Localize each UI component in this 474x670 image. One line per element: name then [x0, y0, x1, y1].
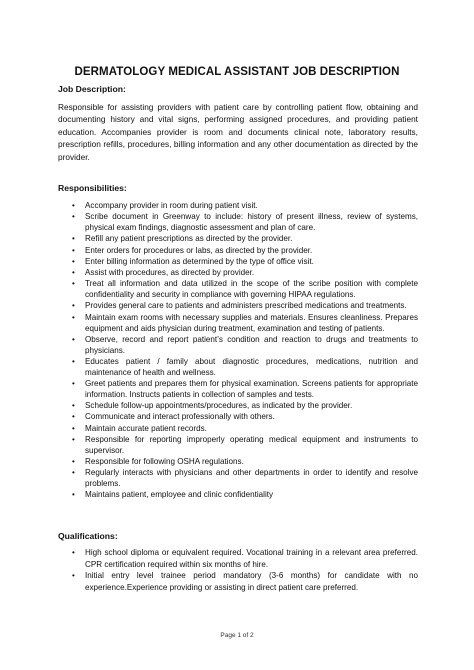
list-item	[58, 300, 418, 311]
list-item	[58, 378, 418, 400]
list-item-text: Regularly interacts with physicians and other departments in order to identify and resolve problems.	[85, 468, 418, 489]
bullet-icon: •	[72, 267, 75, 277]
bullet-icon: •	[72, 401, 75, 411]
list-item	[58, 267, 418, 278]
list-item	[58, 547, 418, 570]
list-item	[58, 423, 418, 434]
page-footer: Page 1 of 2	[220, 632, 254, 639]
bullet-icon: •	[72, 571, 75, 581]
list-item-text: Refill any patient prescriptions as directed by the provider.	[85, 234, 293, 244]
list-item-text: Assist with procedures, as directed by provider.	[85, 267, 255, 277]
bullet-icon: •	[72, 245, 75, 255]
bullet-icon: •	[72, 356, 75, 366]
list-item	[58, 434, 418, 456]
list-item	[58, 400, 418, 411]
list-item-text: Maintain exam rooms with necessary supplies and materials. Ensures cleanliness. Prepares equipment and aids physician during treatment, examination and testing of patients.	[85, 312, 418, 333]
list-item	[58, 278, 418, 300]
list-item-text: Educates patient / family about diagnostic procedures, medications, nutrition and maintenance of health and wellness.	[85, 356, 418, 377]
bullet-icon: •	[72, 312, 75, 322]
list-item-text: Treat all information and data utilized in the scope of the scribe position with complete confidentiality and security in compliance with governing HIPAA regulations.	[85, 279, 418, 300]
list-item-text: Responsible for reporting improperly operating medical equipment and instruments to supervisor.	[85, 434, 418, 455]
list-item-text: Maintain accurate patient records.	[85, 423, 207, 433]
list-item-text: Enter orders for procedures or labs, as directed by the provider.	[85, 245, 313, 255]
list-item-text: Provides general care to patients and administers prescribed medications and treatments.	[85, 301, 407, 311]
list-item-text: Schedule follow-up appointments/procedures, as indicated by the provider.	[85, 401, 353, 411]
list-item-text: Greet patients and prepares them for physical examination. Screens patients for appropriate information. Instructs patients in collection of samples and tests.	[85, 379, 418, 400]
qualifications-list	[58, 547, 418, 594]
list-item	[58, 456, 418, 467]
qualifications-heading: Qualifications:	[58, 531, 118, 541]
list-item	[58, 489, 418, 500]
bullet-icon: •	[72, 434, 75, 444]
list-item-text: Scribe document in Greenway to include: history of present illness, review of systems, physical exam findings, diagnostic assessment and plan of care.	[85, 212, 418, 233]
bullet-icon: •	[72, 279, 75, 289]
job-description-heading: Job Description:	[58, 84, 126, 94]
job-description-text: Responsible for assisting providers with patient care by controlling patient flow, obtaining and documenting history and vital signs, performing assigned procedures, and providing patient education. Accompanies provider is room and documents clinical note, laboratory results, prescription refills, procedures, billing information and any other documentation as directed by the provider.	[58, 102, 418, 162]
bullet-icon: •	[72, 412, 75, 422]
page-title: DERMATOLOGY MEDICAL ASSISTANT JOB DESCRIPTION	[74, 66, 400, 78]
bullet-icon: •	[72, 468, 75, 478]
responsibilities-list	[58, 200, 418, 501]
bullet-icon: •	[72, 334, 75, 344]
bullet-icon: •	[72, 201, 75, 210]
bullet-icon: •	[72, 379, 75, 389]
list-item	[58, 356, 418, 378]
list-item-text: Enter billing information as determined by the type of office visit.	[85, 256, 314, 266]
list-item	[58, 256, 418, 267]
list-item	[58, 334, 418, 356]
list-item	[58, 467, 418, 489]
list-item-text: High school diploma or equivalent required. Vocational training in a relevant area preferred. CPR certification required within six months of hire.	[85, 548, 418, 569]
bullet-icon: •	[72, 457, 75, 466]
list-item	[58, 233, 418, 244]
list-item-text: Accompany provider in room during patient visit.	[85, 201, 258, 210]
bullet-icon: •	[72, 423, 75, 433]
list-item	[58, 211, 418, 233]
responsibilities-heading: Responsibilities:	[58, 183, 127, 193]
list-item	[58, 312, 418, 334]
bullet-icon: •	[72, 234, 75, 244]
list-item-text: Initial entry level trainee period mandatory (3-6 months) for candidate with no experience.Experience providing or assisting in direct patient care preferred.	[85, 571, 418, 592]
list-item-text: Responsible for following OSHA regulations.	[85, 457, 244, 466]
list-item	[58, 200, 418, 211]
bullet-icon: •	[72, 256, 75, 266]
list-item-text: Maintains patient, employee and clinic confidentiality	[85, 490, 274, 500]
bullet-icon: •	[72, 548, 75, 557]
list-item	[58, 570, 418, 593]
bullet-icon: •	[72, 490, 75, 500]
list-item	[58, 411, 418, 422]
list-item	[58, 245, 418, 256]
bullet-icon: •	[72, 212, 75, 222]
list-item-text: Observe, record and report patient’s condition and reaction to drugs and treatments to physicians.	[85, 334, 418, 355]
bullet-icon: •	[72, 301, 75, 311]
list-item-text: Communicate and interact professionally with others.	[85, 412, 275, 422]
